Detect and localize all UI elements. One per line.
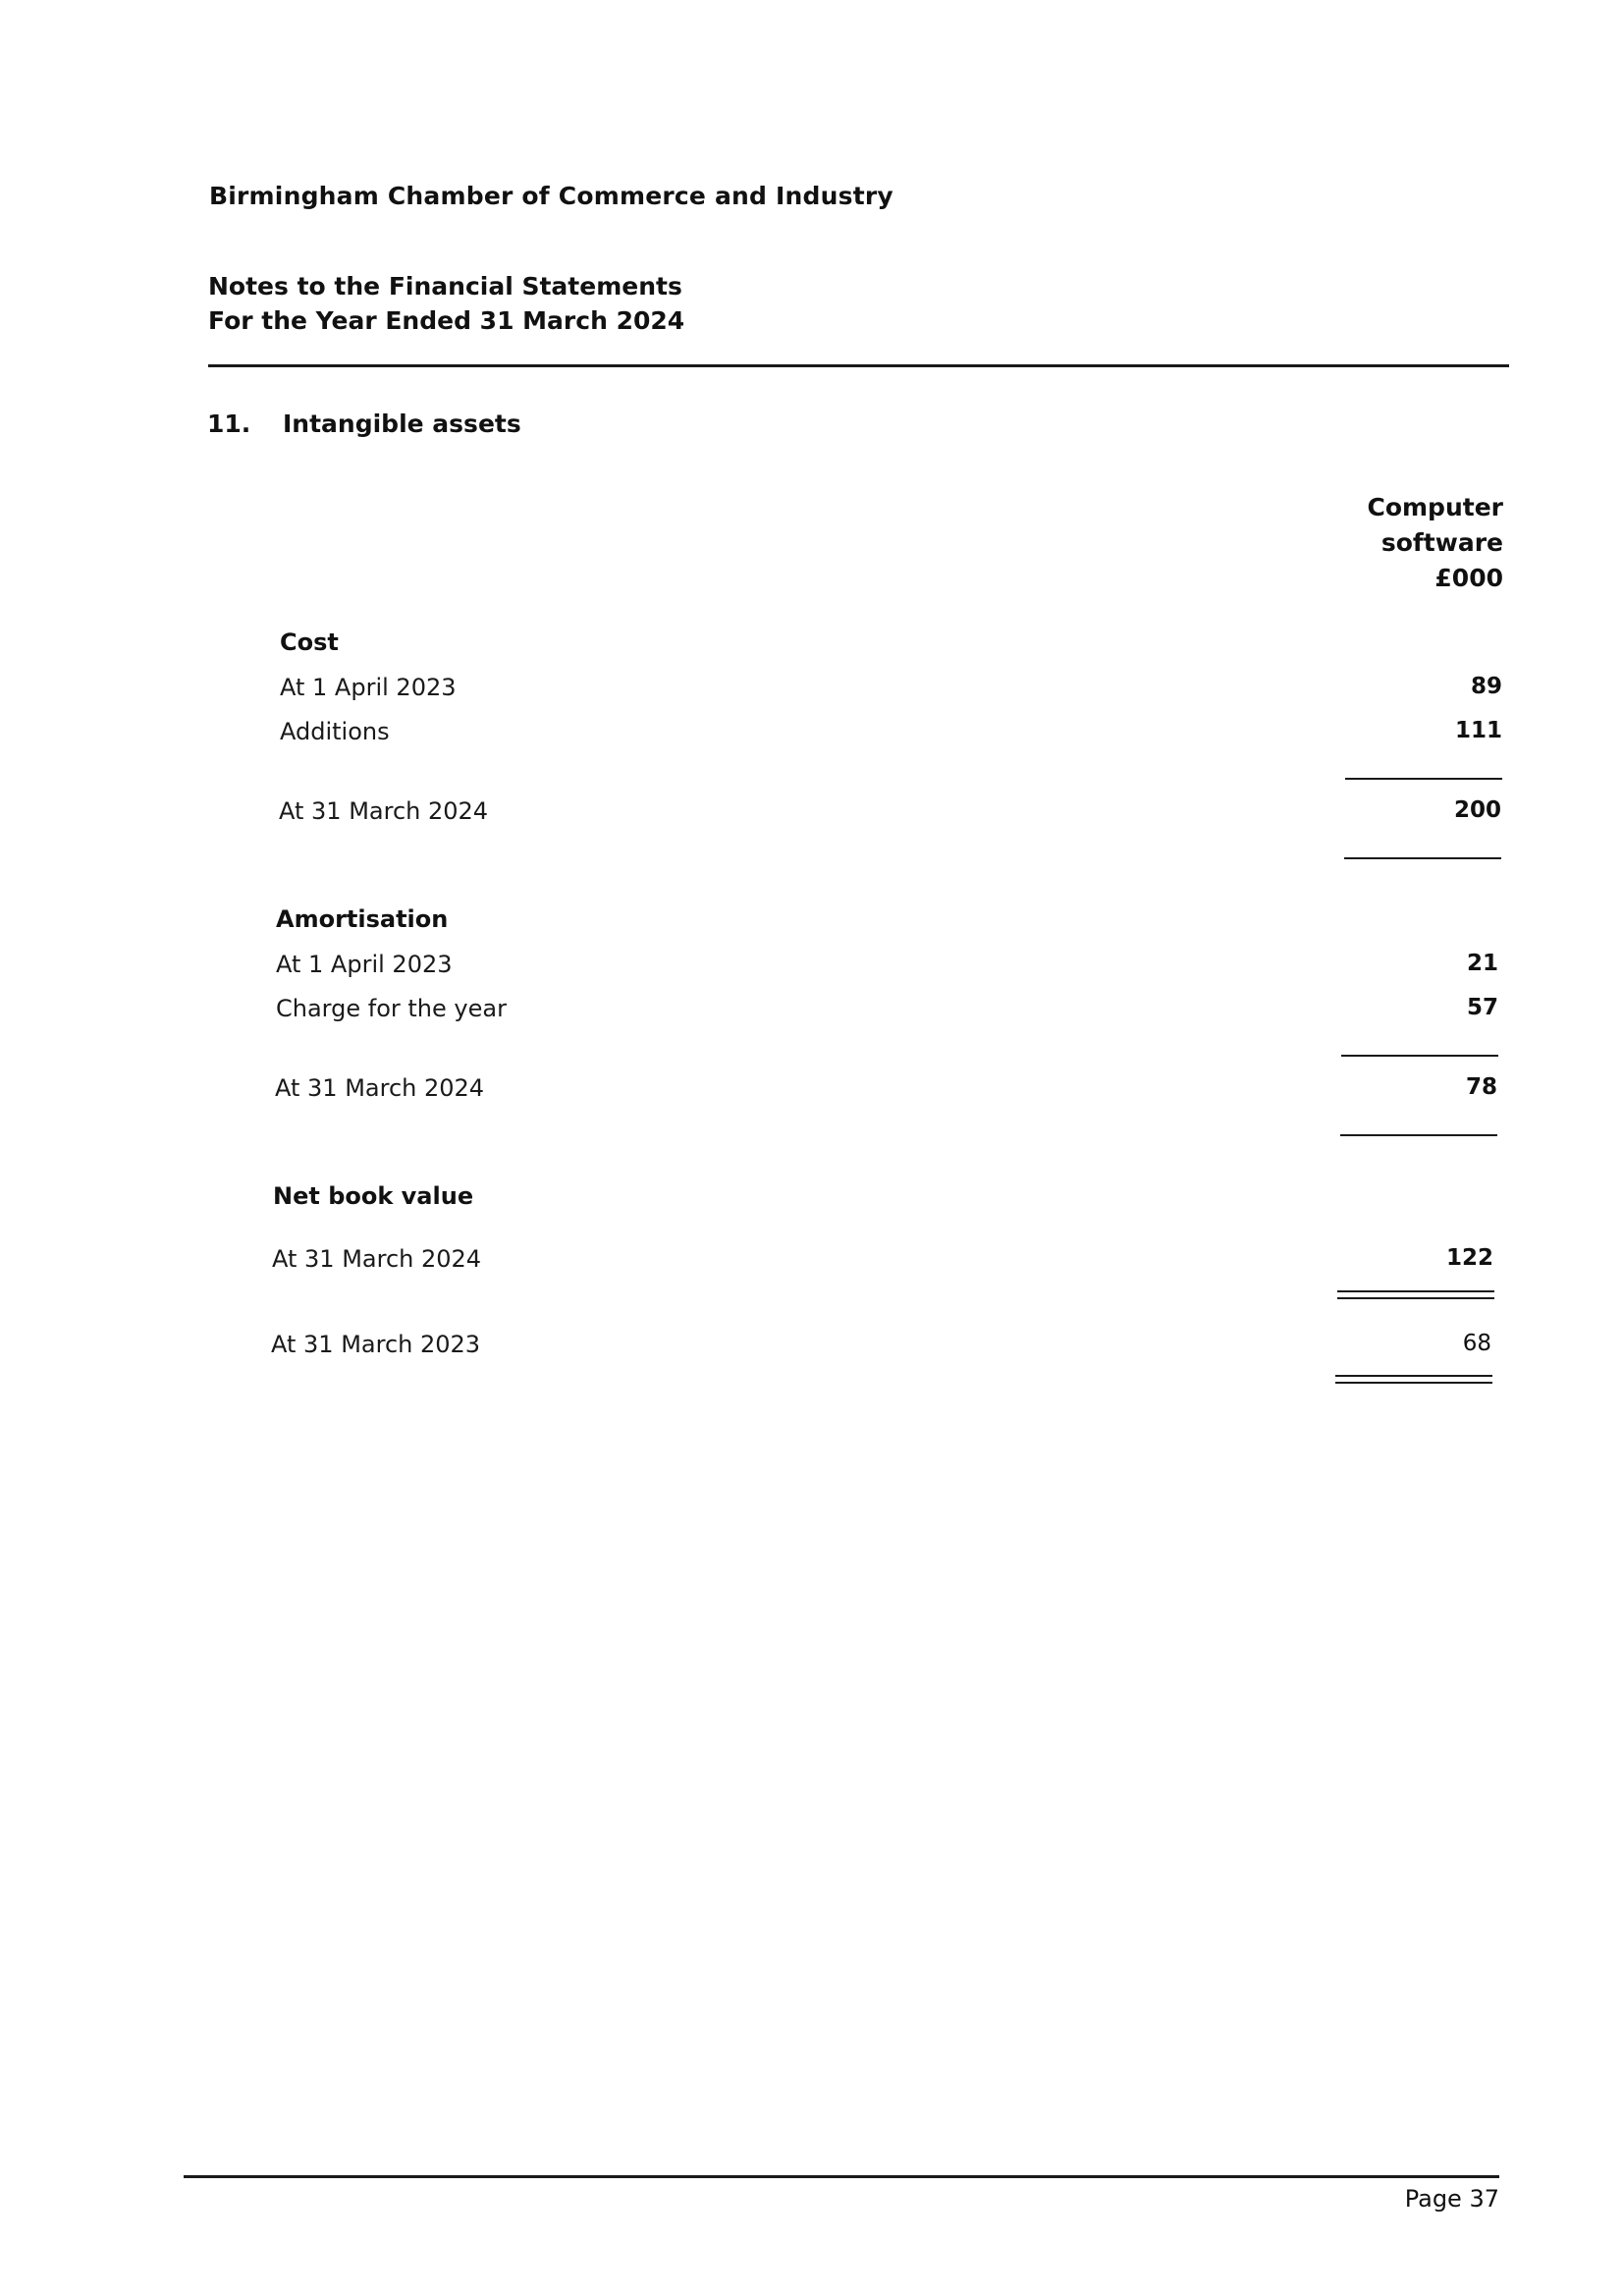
statement-period: For the Year Ended 31 March 2024: [208, 306, 685, 335]
subtotal-rule: [1341, 1055, 1498, 1057]
column-header-line2: software: [1380, 528, 1503, 557]
cost-row-value: 89: [1470, 674, 1502, 699]
cost-row-label: At 1 April 2023: [280, 674, 457, 701]
nbv-prior-value: 68: [1462, 1331, 1491, 1356]
amortisation-row-label: At 1 April 2023: [276, 951, 453, 978]
amortisation-total-value: 78: [1465, 1074, 1497, 1100]
nbv-current-value: 122: [1445, 1245, 1493, 1271]
double-total-rule: [1335, 1375, 1492, 1384]
nbv-current-label: At 31 March 2024: [272, 1245, 482, 1273]
net-book-value-heading: Net book value: [273, 1182, 474, 1210]
amortisation-row-value: 57: [1466, 995, 1498, 1020]
nbv-prior-label: At 31 March 2023: [271, 1331, 481, 1358]
column-header-line1: Computer: [1367, 493, 1503, 521]
cost-total-value: 200: [1453, 797, 1501, 823]
cost-row-label: Additions: [280, 718, 390, 745]
column-header-unit: £000: [1434, 564, 1503, 592]
amortisation-heading: Amortisation: [276, 905, 449, 933]
header-divider: [208, 364, 1509, 367]
double-total-rule: [1337, 1290, 1494, 1299]
note-title: Intangible assets: [283, 410, 521, 438]
total-rule: [1340, 1134, 1497, 1136]
page-number: Page 37: [1404, 2185, 1499, 2213]
amortisation-row-value: 21: [1466, 951, 1498, 976]
total-rule: [1344, 857, 1501, 859]
organisation-name: Birmingham Chamber of Commerce and Industry: [209, 182, 893, 210]
footer-divider: [184, 2175, 1499, 2178]
cost-row-value: 111: [1454, 718, 1502, 743]
note-number: 11.: [207, 410, 251, 438]
amortisation-total-label: At 31 March 2024: [275, 1074, 485, 1102]
amortisation-row-label: Charge for the year: [276, 995, 507, 1022]
cost-heading: Cost: [280, 629, 339, 656]
statement-title: Notes to the Financial Statements: [208, 272, 682, 301]
subtotal-rule: [1345, 778, 1502, 780]
cost-total-label: At 31 March 2024: [279, 797, 489, 825]
